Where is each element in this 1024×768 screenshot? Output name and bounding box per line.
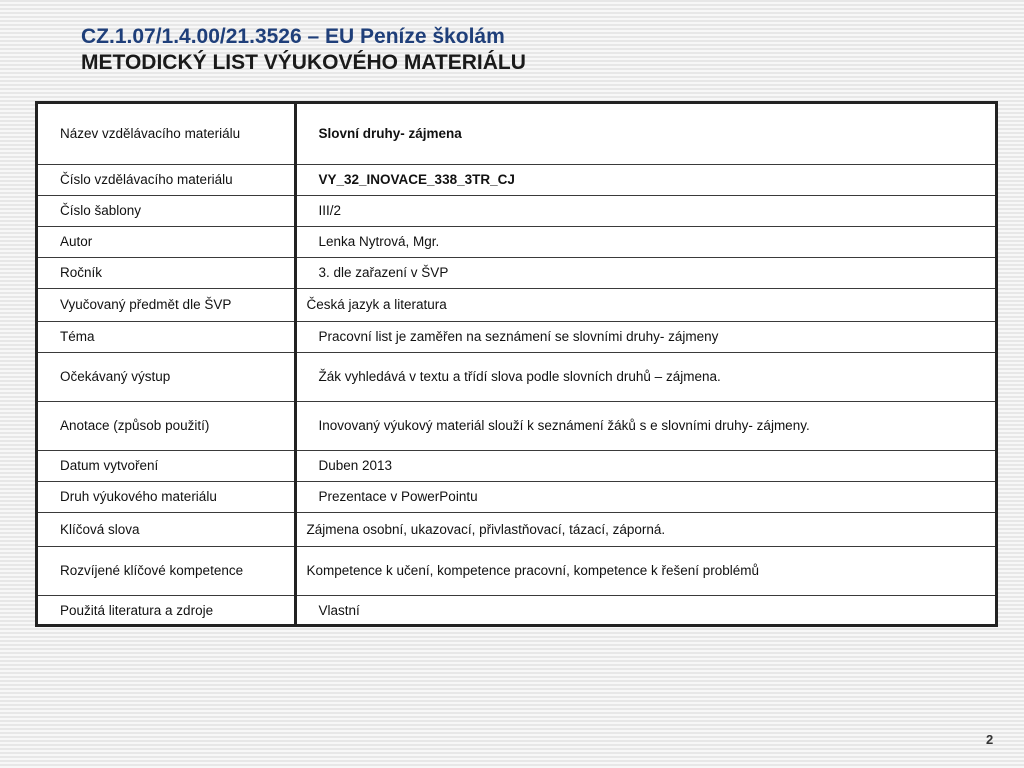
row-label-date-created: Datum vytvoření (38, 450, 295, 481)
table-row (38, 481, 995, 512)
table-row (38, 257, 995, 288)
row-label-annotation: Anotace (způsob použití) (38, 401, 295, 450)
table-row (38, 401, 995, 450)
metadata-table-frame (35, 101, 998, 627)
page-number: 2 (986, 732, 994, 747)
row-value-expected-output: Žák vyhledává v textu a třídí slova podle slovních druhů – zájmena. (295, 352, 995, 401)
row-label-author: Autor (38, 226, 295, 257)
table-row (38, 546, 995, 595)
row-value-material-type: Prezentace v PowerPointu (295, 481, 995, 512)
table-row (38, 595, 995, 625)
table-row (38, 321, 995, 352)
row-label-material-name: Název vzdělávacího materiálu (38, 104, 295, 164)
row-label-topic: Téma (38, 321, 295, 352)
row-value-keywords: Zájmena osobní, ukazovací, přivlastňovací, tázací, záporná. (295, 512, 995, 546)
table-row (38, 164, 995, 195)
row-value-grade: 3. dle zařazení v ŠVP (295, 257, 995, 288)
row-label-key-competences: Rozvíjené klíčové kompetence (38, 546, 295, 595)
metadata-table (38, 104, 995, 625)
slide-header (81, 24, 981, 76)
row-value-date-created: Duben 2013 (295, 450, 995, 481)
table-row (38, 195, 995, 226)
row-label-keywords: Klíčová slova (38, 512, 295, 546)
table-row (38, 104, 995, 164)
table-row (38, 512, 995, 546)
row-value-template-number: III/2 (295, 195, 995, 226)
methodology-sheet-title: METODICKÝ LIST VÝUKOVÉHO MATERIÁLU (81, 51, 526, 74)
row-value-sources: Vlastní (295, 595, 995, 625)
row-label-expected-output: Očekávaný výstup (38, 352, 295, 401)
row-value-topic: Pracovní list je zaměřen na seznámení se slovními druhy- zájmeny (295, 321, 995, 352)
table-row (38, 288, 995, 321)
row-value-material-name: Slovní druhy- zájmena (295, 104, 995, 164)
row-value-key-competences: Kompetence k učení, kompetence pracovní, kompetence k řešení problémů (295, 546, 995, 595)
row-value-author: Lenka Nytrová, Mgr. (295, 226, 995, 257)
table-row (38, 352, 995, 401)
table-row (38, 450, 995, 481)
project-code-title: CZ.1.07/1.4.00/21.3526 – EU Peníze školám (81, 25, 505, 48)
row-value-annotation: Inovovaný výukový materiál slouží k seznámení žáků s e slovními druhy- zájmeny. (295, 401, 995, 450)
row-label-sources: Použitá literatura a zdroje (38, 595, 295, 625)
row-label-grade: Ročník (38, 257, 295, 288)
row-value-material-number: VY_32_INOVACE_338_3TR_CJ (295, 164, 995, 195)
row-label-material-type: Druh výukového materiálu (38, 481, 295, 512)
row-label-subject: Vyučovaný předmět dle ŠVP (38, 288, 295, 321)
row-label-material-number: Číslo vzdělávacího materiálu (38, 164, 295, 195)
table-row (38, 226, 995, 257)
row-label-template-number: Číslo šablony (38, 195, 295, 226)
row-value-subject: Česká jazyk a literatura (295, 288, 995, 321)
